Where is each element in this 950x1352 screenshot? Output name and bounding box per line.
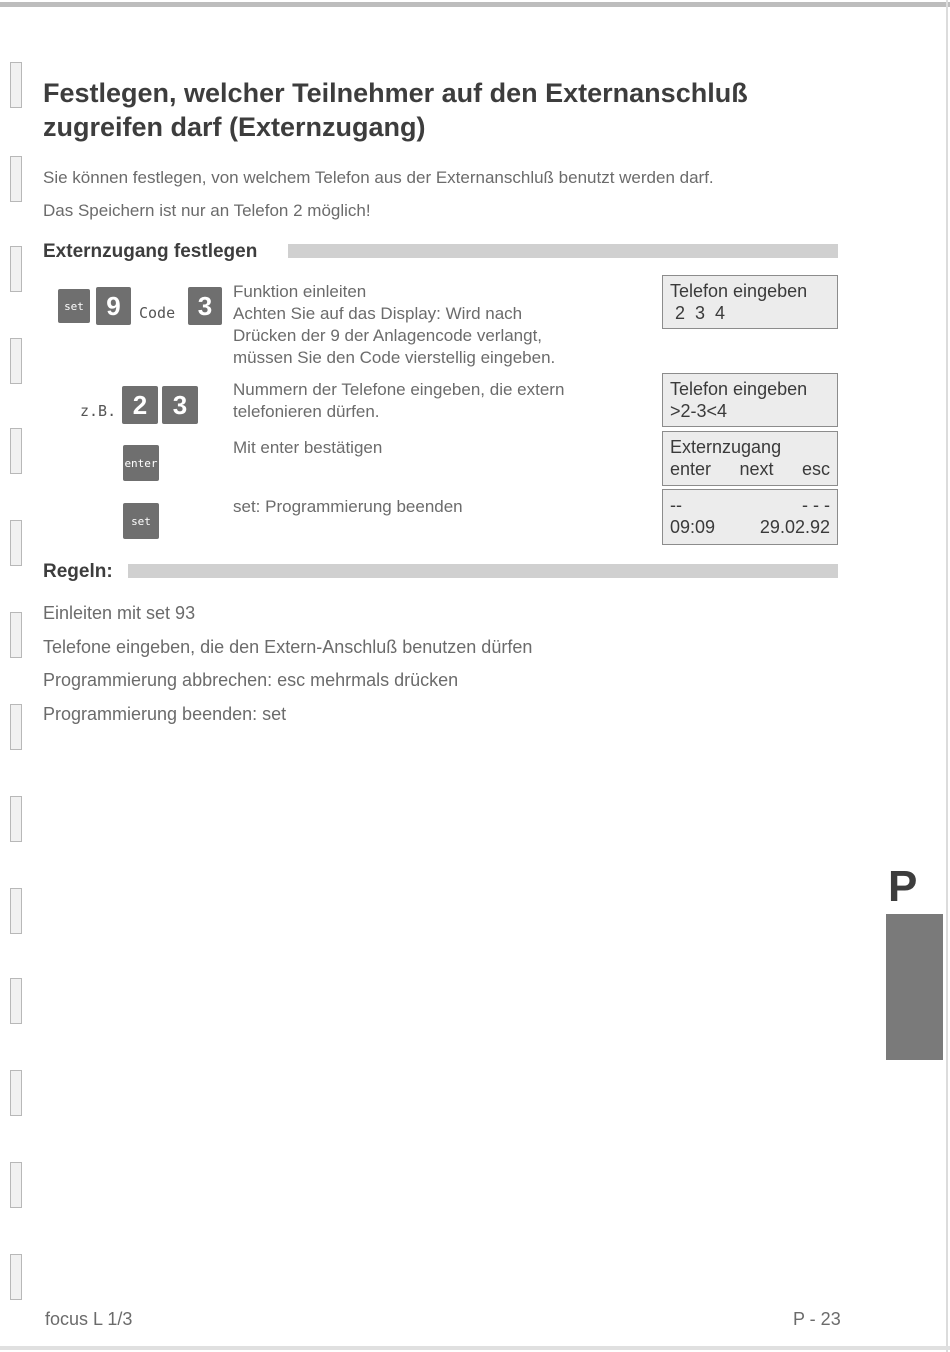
margin-mark <box>10 796 22 842</box>
enter-key: enter <box>123 445 159 481</box>
key-3: 3 <box>188 287 222 325</box>
display-option-enter: enter <box>670 459 712 479</box>
margin-mark <box>10 246 22 292</box>
section-heading-regeln: Regeln: <box>43 561 113 582</box>
display-step-3 <box>662 431 838 486</box>
display-option-esc: esc <box>801 459 830 479</box>
display-step-1 <box>662 275 838 329</box>
display-line: 2 3 4 <box>670 303 726 323</box>
margin-mark <box>10 888 22 934</box>
display-step-4 <box>662 489 838 545</box>
intro-note: Das Speichern ist nur an Telefon 2 möglich! <box>43 201 371 220</box>
key-3: 3 <box>162 386 198 424</box>
step-3-text <box>233 437 643 459</box>
example-label: z.B. <box>80 402 117 420</box>
section-bar <box>128 564 838 578</box>
key-9: 9 <box>96 287 131 325</box>
intro-line: Sie können festlegen, von welchem Telefon aus der Externanschluß benutzt werden darf. <box>43 168 714 187</box>
step-text-line: Mit enter bestätigen <box>233 438 383 457</box>
step-2-text <box>233 379 643 423</box>
display-time: 09:09 <box>670 517 716 537</box>
display-top-right: - - - <box>802 495 830 515</box>
display-date: 29.02.92 <box>759 517 830 537</box>
step-text-line: Drücken der 9 der Anlagencode verlangt, <box>233 326 543 345</box>
chapter-tab <box>886 914 943 1060</box>
step-1-text <box>233 281 643 369</box>
bottom-rule <box>0 1346 950 1350</box>
step-text-line: Nummern der Telefone eingeben, die extern <box>233 380 565 399</box>
margin-mark <box>10 612 22 658</box>
step-text-line: müssen Sie den Code vierstellig eingeben. <box>233 348 556 367</box>
rule-item: Telefone eingeben, die den Extern-Anschluß benutzen dürfen <box>43 637 533 657</box>
margin-mark <box>10 428 22 474</box>
set-key: set <box>58 289 90 323</box>
top-rule <box>0 2 950 7</box>
display-top-left: -- <box>670 495 682 515</box>
chapter-tab-letter: P <box>888 862 918 911</box>
rule-item: Einleiten mit set 93 <box>43 603 196 623</box>
section-heading-externzugang: Externzugang festlegen <box>43 241 258 262</box>
footer-product: focus L 1/3 <box>45 1309 133 1329</box>
display-line: Telefon eingeben <box>670 379 808 399</box>
step-4-text <box>233 496 643 518</box>
page-title: Festlegen, welcher Teilnehmer auf den Externanschluß zugreifen darf (Externzugang) <box>43 78 748 142</box>
display-line: Externzugang <box>670 437 782 457</box>
display-options <box>670 458 830 480</box>
code-label: Code <box>139 304 176 322</box>
step-text-line: Achten Sie auf das Display: Wird nach <box>233 304 523 323</box>
key-2: 2 <box>122 386 158 424</box>
display-line: Telefon eingeben <box>670 281 808 301</box>
display-step-2 <box>662 373 838 427</box>
step-text-line: Funktion einleiten <box>233 282 367 301</box>
margin-mark <box>10 156 22 202</box>
display-line <box>670 494 830 516</box>
margin-mark <box>10 1070 22 1116</box>
margin-mark <box>10 978 22 1024</box>
margin-mark <box>10 1254 22 1300</box>
rule-item: Programmierung beenden: set <box>43 704 287 724</box>
section-bar <box>288 244 838 258</box>
display-line <box>670 516 830 538</box>
display-line: >2-3<4 <box>670 401 728 421</box>
step-text-line: telefonieren dürfen. <box>233 402 380 421</box>
margin-mark <box>10 704 22 750</box>
set-key: set <box>123 503 159 539</box>
page-edge <box>946 0 948 1352</box>
margin-mark <box>10 1162 22 1208</box>
margin-mark <box>10 520 22 566</box>
rule-item: Programmierung abbrechen: esc mehrmals drücken <box>43 670 459 690</box>
margin-mark <box>10 338 22 384</box>
display-option-next: next <box>739 459 774 479</box>
margin-mark <box>10 62 22 108</box>
step-text-line: set: Programmierung beenden <box>233 497 463 516</box>
page-number: P - 23 <box>793 1309 841 1329</box>
